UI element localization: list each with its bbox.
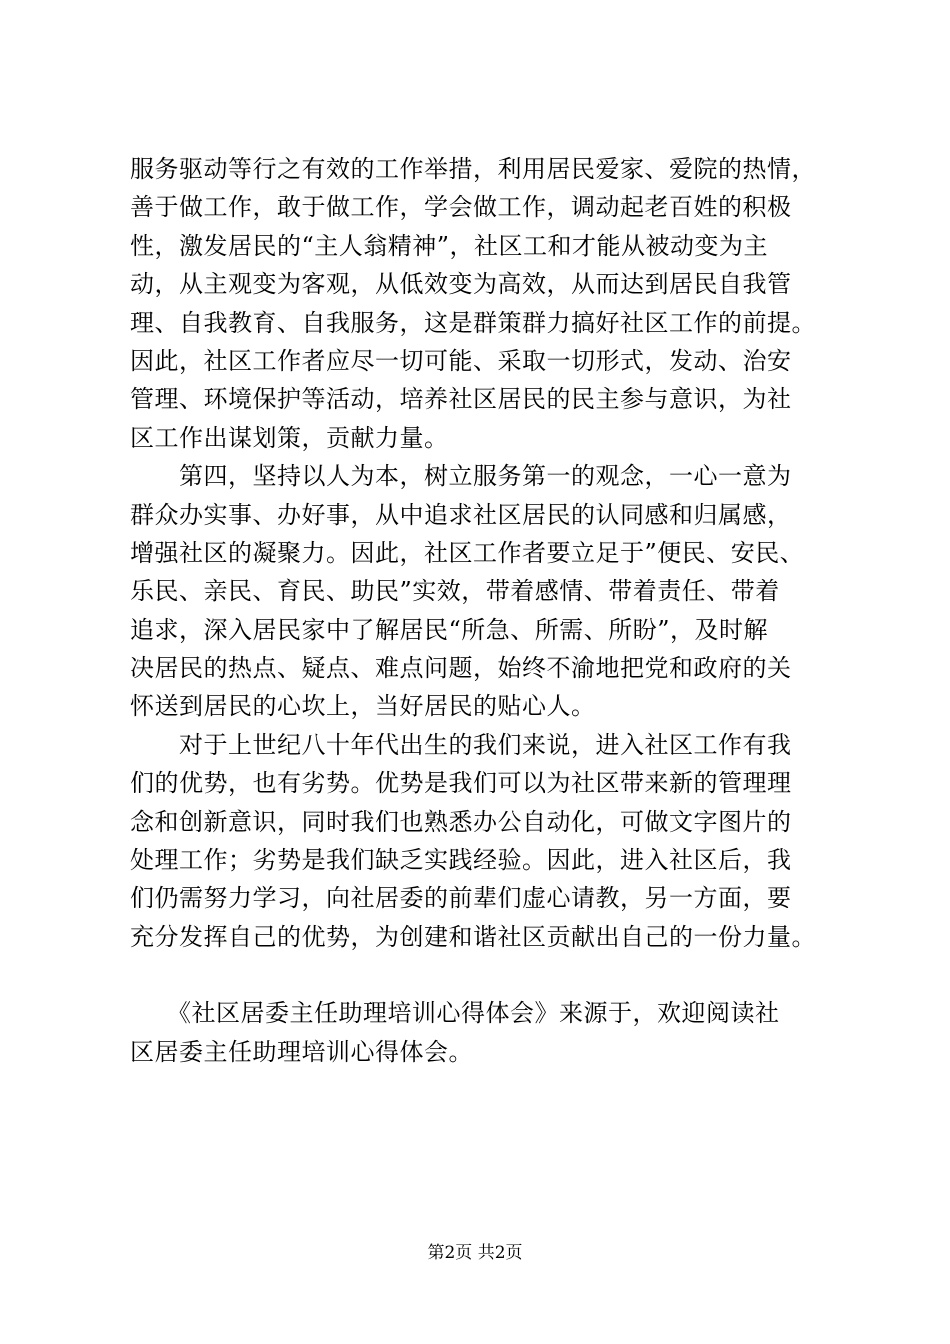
text-line: 群众办实事、办好事，从中追求社区居民的认同感和归属感，: [130, 500, 792, 529]
page-footer: 第2页 共2页: [427, 1243, 523, 1263]
text-line: 充分发挥自己的优势，为创建和谐社区贡献出自己的一份力量。: [130, 922, 816, 951]
text-line: 区工作出谋划策，贡献力量。: [130, 423, 449, 452]
text-line: 念和创新意识，同时我们也熟悉办公自动化，可做文字图片的: [130, 807, 792, 836]
text-line: 增强社区的凝聚力。因此，社区工作者要立足于”便民、安民、: [130, 538, 805, 567]
text-line: 服务驱动等行之有效的工作举措，利用居民爱家、爱院的热情，: [130, 155, 816, 183]
closing-line: 《社区居委主任助理培训心得体会》来源于，欢迎阅读社: [130, 999, 780, 1028]
text-line: 决居民的热点、疑点、难点问题，始终不渝地把党和政府的关: [130, 654, 792, 683]
text-line: 处理工作；劣势是我们缺乏实践经验。因此，进入社区后，我: [130, 846, 792, 875]
text-line: 们仍需努力学习，向社居委的前辈们虚心请教，另一方面，要: [130, 884, 792, 913]
paragraph-gap: [130, 956, 854, 994]
document-body: [130, 150, 854, 1071]
text-line: 理、自我教育、自我服务，这是群策群力搞好社区工作的前提。: [130, 308, 816, 337]
text-line: 乐民、亲民、育民、助民”实效，带着感情、带着责任、带着: [130, 577, 780, 606]
text-line: 管理、环境保护等活动，培养社区居民的民主参与意识，为社: [130, 385, 792, 414]
text-line: 因此，社区工作者应尽一切可能、采取一切形式，发动、治安: [130, 346, 792, 375]
text-line: 们的优势，也有劣势。优势是我们可以为社区带来新的管理理: [130, 769, 792, 798]
text-line: 对于上世纪八十年代出生的我们来说，进入社区工作有我: [130, 730, 792, 759]
text-line: 性，激发居民的“主人翁精神”，社区工和才能从被动变为主: [130, 231, 769, 260]
text-line: 动，从主观变为客观，从低效变为高效，从而达到居民自我管: [130, 270, 792, 299]
text-line: 第四，坚持以人为本，树立服务第一的观念，一心一意为: [130, 462, 792, 491]
text-line: 追求，深入居民家中了解居民“所急、所需、所盼”，及时解: [130, 615, 769, 644]
text-line: 怀送到居民的心坎上，当好居民的贴心人。: [130, 692, 596, 721]
text-line: 善于做工作，敢于做工作，学会做工作，调动起老百姓的积极: [130, 193, 792, 222]
closing-line: 区居委主任助理培训心得体会。: [130, 1037, 473, 1066]
